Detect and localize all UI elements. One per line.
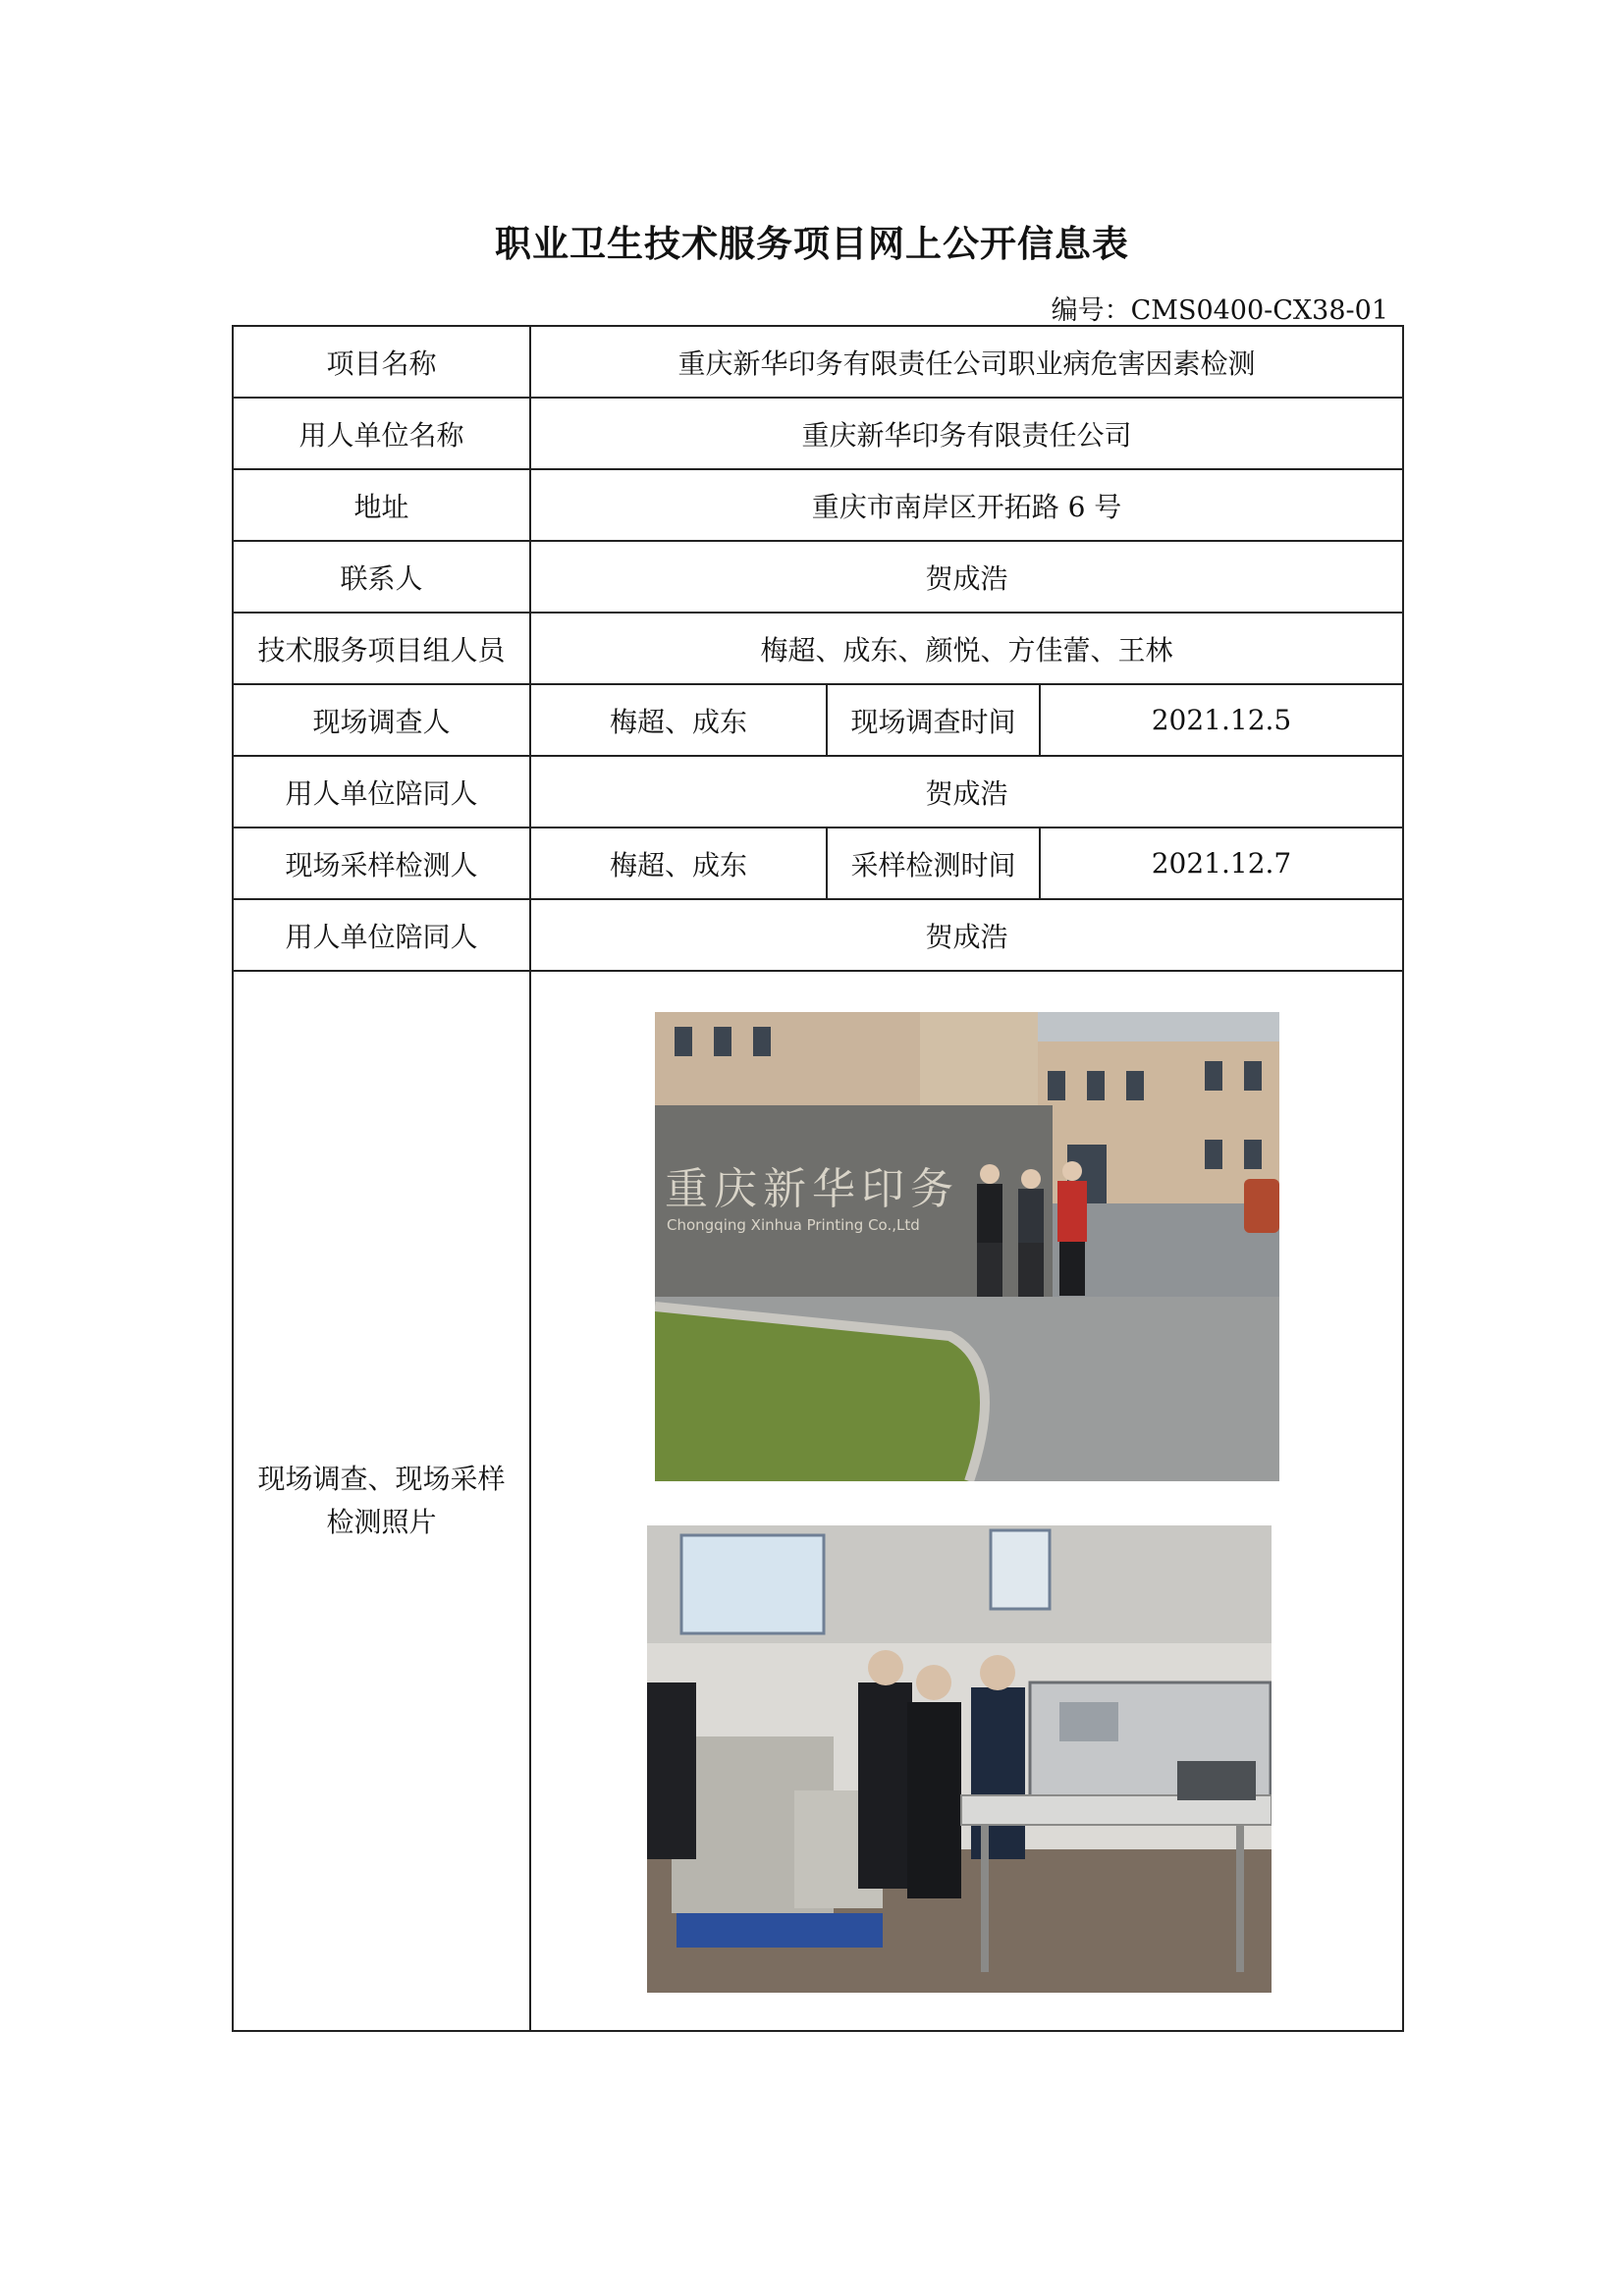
- row-escort-1: [233, 756, 1403, 828]
- label-survey-time: 现场调查时间: [827, 684, 1040, 756]
- row-sampling: [233, 828, 1403, 899]
- photo-site-entrance: [655, 1012, 1279, 1481]
- row-address: [233, 469, 1403, 541]
- label-sampling-time: 采样检测时间: [827, 828, 1040, 899]
- label-employer-name: 用人单位名称: [233, 398, 530, 469]
- label-contact: 联系人: [233, 541, 530, 613]
- value-address: 重庆市南岸区开拓路 6 号: [530, 469, 1403, 541]
- photos-cell: [530, 971, 1403, 2031]
- row-project-name: [233, 326, 1403, 398]
- value-contact: 贺成浩: [530, 541, 1403, 613]
- row-photos: [233, 971, 1403, 2031]
- photo-workshop-sampling: [647, 1525, 1272, 1993]
- value-escort-2: 贺成浩: [530, 899, 1403, 971]
- value-employer-name: 重庆新华印务有限责任公司: [530, 398, 1403, 469]
- value-survey: 梅超、成东: [530, 684, 827, 756]
- row-escort-2: [233, 899, 1403, 971]
- sign-english-text: Chongqing Xinhua Printing Co.,Ltd: [666, 1215, 920, 1234]
- sign-chinese-text: 重庆新华印务: [664, 1163, 959, 1214]
- value-sampling-time: 2021.12.7: [1040, 828, 1403, 899]
- label-team: 技术服务项目组人员: [233, 613, 530, 684]
- value-escort-1: 贺成浩: [530, 756, 1403, 828]
- row-employer-name: [233, 398, 1403, 469]
- label-escort-2: 用人单位陪同人: [233, 899, 530, 971]
- label-photos-line1: 现场调查、现场采样: [257, 1463, 506, 1495]
- label-address: 地址: [233, 469, 530, 541]
- info-table: [232, 325, 1404, 2032]
- label-escort-1: 用人单位陪同人: [233, 756, 530, 828]
- row-contact: [233, 541, 1403, 613]
- label-survey: 现场调查人: [233, 684, 530, 756]
- document-number: 编号：CMS0400-CX38-01: [1051, 295, 1388, 326]
- value-team: 梅超、成东、颜悦、方佳蕾、王林: [530, 613, 1403, 684]
- label-project-name: 项目名称: [233, 326, 530, 398]
- row-survey: [233, 684, 1403, 756]
- label-sampling: 现场采样检测人: [233, 828, 530, 899]
- label-photos: [233, 971, 530, 2031]
- people-group: [977, 1161, 1087, 1297]
- page-title: 职业卫生技术服务项目网上公开信息表: [495, 223, 1129, 265]
- label-photos-line2: 检测照片: [326, 1506, 437, 1538]
- row-team: [233, 613, 1403, 684]
- value-project-name: 重庆新华印务有限责任公司职业病危害因素检测: [530, 326, 1403, 398]
- value-sampling: 梅超、成东: [530, 828, 827, 899]
- value-survey-time: 2021.12.5: [1040, 684, 1403, 756]
